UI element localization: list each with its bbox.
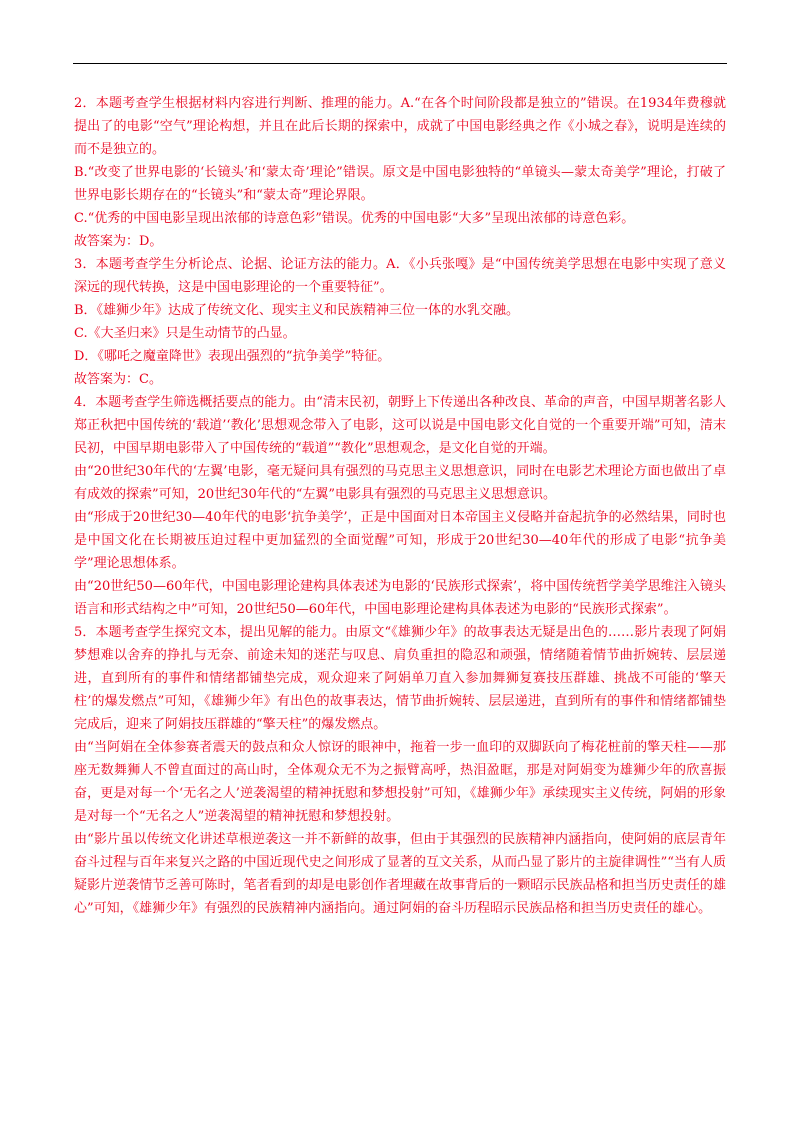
q5-point-2: 由“当阿娟在全体参赛者震天的鼓点和众人惊讶的眼神中，拖着一步一血印的双脚跃向了梅花桩前的擎天柱——那座无数舞狮人不曾直面过的高山时，全体观众无不为之振臂高呼，热泪盈眶，那是对阿娟变为雄狮少年的欣喜振奋，更是对每一个‘无名之人’逆袭渴望的精神抚慰和梦想投射”可知，《雄狮少年》承续现实主义传统，阿娟的形象是对每一个“无名之人”逆袭渴望的精神抚慰和梦想投射。	[74, 740, 726, 824]
header-rule	[73, 63, 727, 64]
q2-answer: 故答案为：D。	[74, 234, 163, 249]
q4-point-3: 由“形成于20世纪30—40年代的电影‘抗争美学’，正是中国面对日本帝国主义侵略并奋起抗争的必然结果，同时也是中国文化在长期被压迫过程中更加猛烈的全面觉醒”可知，形成于20世纪30—40年代的形成了电影“抗争美学”理论思想体系。	[74, 510, 726, 571]
q3-answer: 故答案为：C。	[74, 372, 162, 387]
q3-option-b: B．《雄狮少年》达成了传统文化、现实主义和民族精神三位一体的水乳交融。	[74, 303, 520, 318]
q2-option-c: C.“优秀的中国电影呈现出浓郁的诗意色彩”错误。优秀的中国电影“大多”呈现出浓郁的诗意色彩。	[74, 211, 635, 226]
q3-explanation: 3．本题考查学生分析论点、论据、论证方法的能力。A．《小兵张嘎》是“中国传统美学思想在电影中实现了意义深远的现代转换，这是中国电影理论的一个重要特征”。	[74, 257, 726, 295]
q4-point-4: 由“20世纪50—60年代，中国电影理论建构具体表述为电影的‘民族形式探索’，将中国传统哲学美学思维注入镜头语言和形式结构之中”可知，20世纪50—60年代，中国电影理论建构具体表述为电影的“民族形式探索”。	[74, 579, 726, 617]
q4-point-2: 由“20世纪30年代的‘左翼’电影，毫无疑问具有强烈的马克思主义思想意识，同时在电影艺术理论方面也做出了卓有成效的探索”可知，20世纪30年代的“左翼”电影具有强烈的马克思主义思想意识。	[74, 464, 726, 502]
q2-explanation: 2．本题考查学生根据材料内容进行判断、推理的能力。A.“在各个时间阶段都是独立的”错误。在1934年费穆就提出了的电影“空气”理论构想，并且在此后长期的探索中，成就了中国电影经典之作《小城之春》，说明是连续的而不是独立的。	[74, 96, 726, 157]
q3-option-c: C.《大圣归来》只是生动情节的凸显。	[74, 326, 296, 341]
q4-explanation: 4．本题考查学生筛选概括要点的能力。由“清末民初，朝野上下传递出各种改良、革命的声音，中国早期著名影人郑正秋把中国传统的‘载道’‘教化’思想观念带入了电影，这可以说是中国电影文化自觉的一个重要开端”可知，清末民初，中国早期电影带入了中国传统的“载道”“教化”思想观念，是文化自觉的开端。	[74, 395, 726, 456]
q5-point-3: 由“影片虽以传统文化讲述草根逆袭这一并不新鲜的故事，但由于其强烈的民族精神内涵指向，使阿娟的底层青年奋斗过程与百年来复兴之路的中国近现代史之间形成了显著的互文关系，从而凸显了影片的主旋律调性”“当有人质疑影片逆袭情节乏善可陈时，笔者看到的却是电影创作者埋藏在故事背后的一颗昭示民族品格和担当历史责任的雄心”可知，《雄狮少年》有强烈的民族精神内涵指向。通过阿娟的奋斗历程昭示民族品格和担当历史责任的雄心。	[74, 832, 726, 916]
answer-explanations	[74, 92, 726, 920]
q3-option-d: D．《哪吒之魔童降世》表现出强烈的“抗争美学”特征。	[74, 349, 391, 364]
q2-option-b: B.“改变了世界电影的‘长镜头’和‘蒙太奇’理论”错误。原文是中国电影独特的“单镜头—蒙太奇美学”理论，打破了世界电影长期存在的“长镜头”和“蒙太奇”理论界限。	[74, 165, 726, 203]
q5-explanation: 5．本题考查学生探究文本，提出见解的能力。由原文“《雄狮少年》的故事表达无疑是出色的……影片表现了阿娟梦想难以舍弃的挣扎与无奈、前途未知的迷茫与叹息、肩负重担的隐忍和顽强，情绪随着情节曲折婉转、层层递进，直到所有的事件和情绪都铺垫完成，观众迎来了阿娟单刀直入参加舞狮复赛技压群雄、挑战不可能的‘擎天柱’的爆发燃点”可知，《雄狮少年》有出色的故事表达，情节曲折婉转、层层递进，直到所有的事件和情绪都铺垫完成后，迎来了阿娟技压群雄的“擎天柱”的爆发燃点。	[74, 625, 726, 732]
